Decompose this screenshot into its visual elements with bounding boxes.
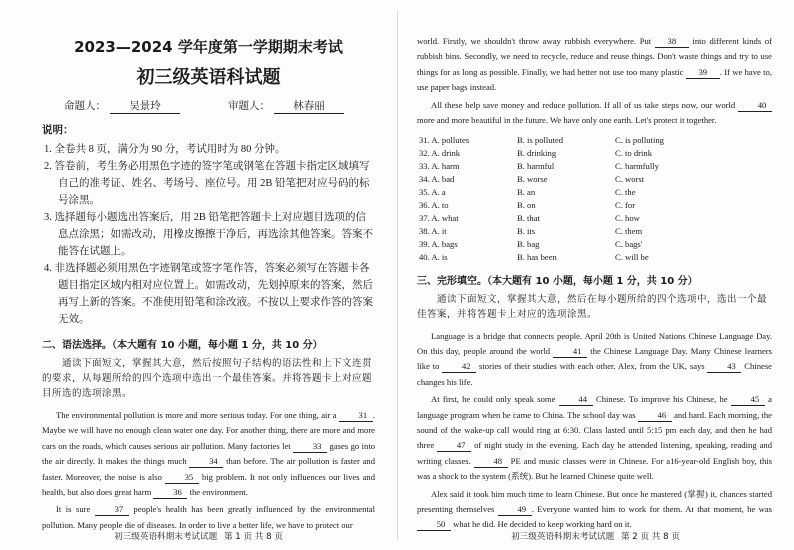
option-choice: 31. A. pollutes xyxy=(419,135,470,146)
option-row xyxy=(417,199,772,212)
option-choice: B. has been xyxy=(517,251,557,262)
blank-44: 44 xyxy=(559,394,593,406)
footer-title: 初三级英语科期末考试试题 xyxy=(511,532,615,542)
blank-50: 50 xyxy=(417,519,451,531)
blank-49: 49 xyxy=(498,504,532,516)
passage-1-continued xyxy=(417,34,772,128)
section-3-title: 三、完形填空。（本大题有 10 小题，每小题 1 分，共 10 分） xyxy=(417,275,698,287)
blank-31: 31 xyxy=(339,410,373,422)
blank-36: 36 xyxy=(153,487,187,499)
section-2-title: 二、语法选择。（本大题有 10 小题，每小题 1 分，共 10 分） xyxy=(42,340,323,351)
notes-list xyxy=(42,141,375,328)
note-item: 2. 答卷前，考生务必用黑色字迹的签字笔或钢笔在答题卡指定区域填写自己的准考证、姓名、考场号、座位号。用 2B 铅笔把对应号码的标号涂黑。 xyxy=(44,161,370,206)
option-choice: C. to drink xyxy=(615,148,653,159)
blank-40: 40 xyxy=(738,100,772,112)
option-choice: 38. A. it xyxy=(419,225,447,236)
option-row xyxy=(417,134,772,147)
option-choice: C. how xyxy=(615,212,640,223)
blank-34: 34 xyxy=(189,456,223,468)
note-item: 3. 选择题每小题选出答案后，用 2B 铅笔把答题卡上对应题目选项的信息点涂黑；如需改动，用橡皮擦擦干净后，再选涂其他答案。答案不能答在试题上。 xyxy=(44,212,373,257)
option-choice: B. worse xyxy=(517,174,548,185)
author-name: 吴景玲 xyxy=(110,98,180,114)
blank-47: 47 xyxy=(437,440,471,452)
option-row xyxy=(417,251,772,264)
option-row xyxy=(417,186,772,199)
blank-42: 42 xyxy=(442,361,476,373)
blank-38: 38 xyxy=(655,36,689,48)
option-choice: 40. A. is xyxy=(419,251,448,262)
option-choice: 33. A. harm xyxy=(419,161,460,172)
option-choice: B. that xyxy=(517,212,540,223)
passage-paragraph: At first, he could only speak some 44 Chinese. To improve his Chinese, he 45 a language program when he came to China. The school day was 46 and hard. Each morning, the sound of the wake-up call would ring at 6:30. Class lasted until 5:15 pm each day, and then he had three 47 of night study in the evening. Each day he attended listening, speaking, reading and writing classes. 48 PE and music classes were in Chinese. For a16-year-old English boy, this was a shock to the system (系统). But he learned Chinese quite well. xyxy=(417,394,772,482)
blank-48: 48 xyxy=(474,456,508,468)
options-list xyxy=(417,134,772,263)
footer-page: 第 2 页 共 8 页 xyxy=(620,532,680,542)
option-row xyxy=(417,173,772,186)
option-choice: C. worst xyxy=(615,174,645,185)
option-row xyxy=(417,225,772,238)
option-row xyxy=(417,238,772,251)
option-choice: C. the xyxy=(615,187,636,198)
option-choice: B. an xyxy=(517,187,536,198)
blank-43: 43 xyxy=(707,361,741,373)
option-choice: 36. A. to xyxy=(419,199,449,210)
passage-1 xyxy=(42,408,375,533)
passage-paragraph: It is sure 37 people's health has been greatly influenced by the environmental pollution. Many people die of diseases. In order to live a better life, we have to protect our xyxy=(42,504,375,530)
passage-paragraph: Language is a bridge that connects people. April 20th is United Nations Chinese Language Day. On this day, people around the world 41 the Chinese Language Day. Many Chinese learners like to 42 stories of their studies with each other. Alex, from the UK, says 43 Chinese changes his life. xyxy=(417,330,772,387)
blank-35: 35 xyxy=(165,472,199,484)
author-line xyxy=(42,98,375,114)
exam-subtitle: 初三级英语科试题 xyxy=(136,67,281,88)
blank-37: 37 xyxy=(95,504,129,516)
footer-title: 初三级英语科期末考试试题 xyxy=(114,532,218,542)
reviewer-label: 审题人： xyxy=(228,101,270,112)
passage-2 xyxy=(417,329,772,533)
option-choice: C. harmfully xyxy=(615,161,659,172)
author-label: 命题人： xyxy=(64,101,106,112)
blank-41: 41 xyxy=(553,346,587,358)
reviewer-name: 林春丽 xyxy=(274,98,344,114)
option-choice: 34. A. bad xyxy=(419,174,455,185)
option-choice: B. is polluted xyxy=(517,135,564,146)
option-choice: B. bag xyxy=(517,238,540,249)
blank-45: 45 xyxy=(731,394,765,406)
option-choice: 35. A. a xyxy=(419,187,446,198)
passage-paragraph: The environmental pollution is more and more serious today. For one thing, air a 31 . Maybe we will have no enough clean water one day. For another thing, there are more and more cars on the roads, which causes serious air pollution. Many factories let 33 gases go into the air directly. It makes the things much 34 than before. The air pollution is faster and faster. Moreover, the noise is also 35 big problem. It not only influences our lives and health, but also does great harm 36 the environment. xyxy=(42,410,375,498)
note-item: 4. 非选择题必须用黑色字迹钢笔或签字笔作答，答案必须写在答题卡各题目指定区域内相对应位置上。如需改动，先划掉原来的答案，然后再写上新的答案。不准使用铅笔和涂改液。不按以上要求作答的答案无效。 xyxy=(44,263,373,325)
exam-page-2 xyxy=(397,0,794,550)
option-row xyxy=(417,147,772,160)
passage-paragraph: Alex said it took him much time to learn Chinese. But once he mastered (掌握) it, chances started presenting themselves 49 . Everyone wanted him to work for them. At that moment, he was 50 what he did. He decided to keep working hard on it. xyxy=(417,488,772,530)
option-choice: C. is polluting xyxy=(615,135,664,146)
footer-page: 第 1 页 共 8 页 xyxy=(223,532,283,542)
option-choice: C. for xyxy=(615,199,636,210)
option-choice: 32. A. drink xyxy=(419,148,461,159)
blank-39: 39 xyxy=(686,67,720,79)
blank-33: 33 xyxy=(293,441,327,453)
page-footer-1 xyxy=(0,530,397,542)
section-2-instructions: 通读下面短文，掌握其大意，然后按照句子结构的语法性和上下文连贯的要求，从每题所给的四个选项中选出一个最佳答案。并将答题卡上对应题目所选的选项涂黑。 xyxy=(42,359,373,399)
option-choice: C. them xyxy=(615,225,643,236)
note-item: 1. 全卷共 8 页，满分为 90 分，考试用时为 80 分钟。 xyxy=(44,144,286,155)
page-footer-2 xyxy=(397,530,794,542)
passage-paragraph: All these help save money and reduce pollution. If all of us take steps now, our world 40 more and more beautiful in the future. We have only one earth. Let's protect it together. xyxy=(417,98,772,129)
option-row xyxy=(417,160,772,173)
notes-heading: 说明： xyxy=(42,125,74,136)
option-choice: 37. A. what xyxy=(419,212,459,223)
option-row xyxy=(417,212,772,225)
option-choice: B. drinking xyxy=(517,148,557,159)
option-choice: C. will be xyxy=(615,251,649,262)
exam-title: 2023—2024 学年度第一学期期末考试 xyxy=(74,38,343,56)
section-3-instructions: 通读下面短文，掌握其大意，然后在每小题所给的四个选项中，选出一个最佳答案，并将答题卡上对应的选项涂黑。 xyxy=(417,294,768,320)
option-choice: B. harmful xyxy=(517,161,555,172)
option-choice: C. bags' xyxy=(615,238,643,249)
blank-46: 46 xyxy=(638,410,672,422)
passage-paragraph: world. Firstly, we shouldn't throw away rubbish everywhere. Put 38 into different kinds of rubbish bins. Secondly, we need to recycle, reduce and reuse things. Don't waste things and try to use things for as long as possible. Finally, we had better not use too many plastic 39 . If we have to, use paper bags instead. xyxy=(417,36,772,93)
option-choice: B. on xyxy=(517,199,536,210)
option-choice: B. its xyxy=(517,225,536,236)
option-choice: 39. A. bags xyxy=(419,238,458,249)
